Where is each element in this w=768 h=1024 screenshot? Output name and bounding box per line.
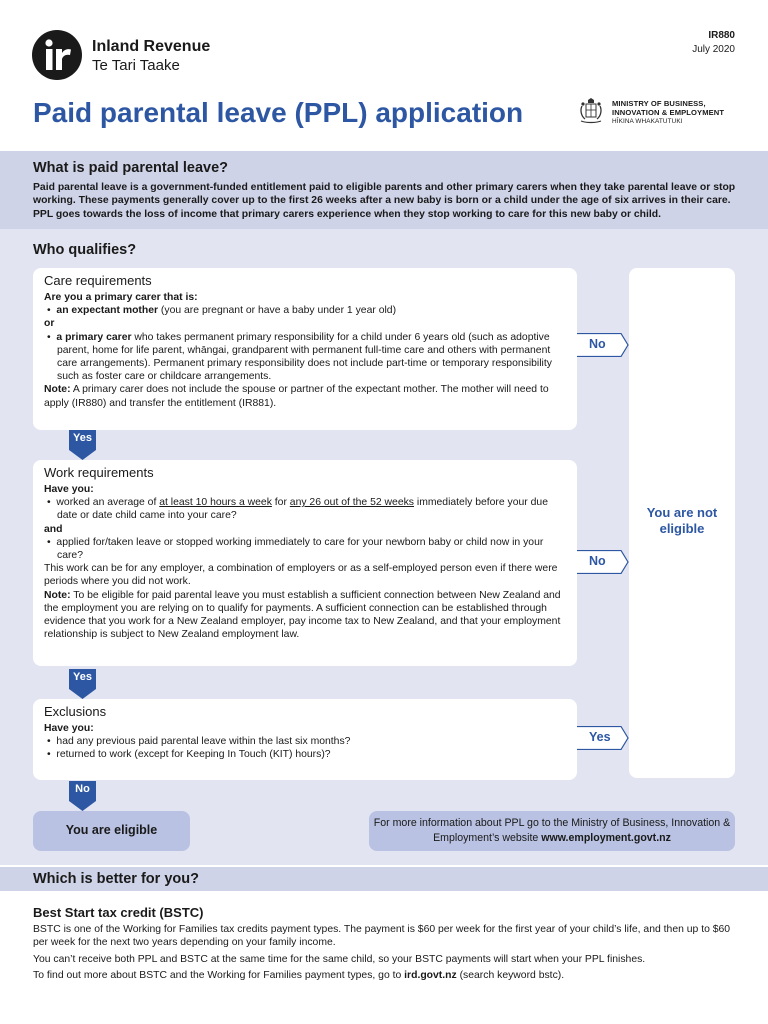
eligible-label: You are eligible bbox=[65, 823, 158, 837]
more-info-box bbox=[369, 811, 735, 851]
care-bullet-carer: • a primary carer who takes permanent primary responsibility for a child under 6 years old (such as adoptive parent, home for life parent, whāngai, grandparent with permanent full-time care and others with permanent care arrangements). Permanent primary responsibility does not include part-time or temporary responsibility such as foster care or childcare arrangements. bbox=[47, 331, 552, 383]
nz-coat-of-arms-icon bbox=[576, 96, 606, 126]
work-and: and bbox=[44, 523, 63, 535]
ir-logo-icon bbox=[32, 30, 82, 80]
exclusions-bullet-previous: • had any previous paid parental leave within the last six months? bbox=[47, 736, 351, 748]
care-question: Are you a primary carer that is: bbox=[44, 292, 198, 303]
bstc-para-3: To find out more about BSTC and the Working for Families payment types, go to ird.govt.nz (search keyword bstc). bbox=[33, 969, 565, 981]
care-bullet-mother: • an expectant mother (you are pregnant or have a baby under 1 year old) bbox=[47, 305, 397, 317]
work-para: This work can be for any employer, a combination of employers or as a self-employed person even if there were periods where you did not work. bbox=[44, 563, 558, 588]
exclusions-yes-arrow: Yes bbox=[577, 726, 629, 750]
care-title: Care requirements bbox=[44, 273, 152, 288]
bstc-para-2: You can’t receive both PPL and BSTC at the same time for the same child, so your BSTC payments will start when your PPL finishes. bbox=[33, 953, 646, 965]
bstc-heading: Best Start tax credit (BSTC) bbox=[33, 905, 204, 920]
exclusions-question: Have you: bbox=[44, 723, 94, 734]
intro-section bbox=[0, 151, 768, 229]
care-yes-arrow: Yes bbox=[69, 430, 96, 460]
qualify-heading: Who qualifies? bbox=[33, 242, 137, 258]
form-code: IR880 bbox=[708, 30, 735, 41]
work-requirements-card bbox=[33, 460, 577, 666]
more-info-text: For more information about PPL go to the Ministry of Business, Innovation & Employment’s website www.employment.govt.nz bbox=[373, 817, 731, 844]
page-title: Paid parental leave (PPL) application bbox=[33, 97, 524, 128]
ird-website-link[interactable]: ird.govt.nz bbox=[404, 969, 457, 981]
work-bullet-hours: • worked an average of at least 10 hours a week for any 26 out of the 52 weeks immediately before your due date or date child came into your care? bbox=[47, 497, 548, 522]
work-no-arrow: No bbox=[577, 550, 629, 574]
care-requirements-card bbox=[33, 268, 577, 430]
better-section-band bbox=[0, 867, 768, 891]
work-yes-arrow: Yes bbox=[69, 669, 96, 699]
care-no-arrow: No bbox=[577, 333, 629, 357]
not-eligible-label: You are not eligible bbox=[646, 505, 718, 536]
exclusions-bullet-returned: • returned to work (except for Keeping In Touch (KIT) hours)? bbox=[47, 749, 331, 761]
brand-subtitle: Te Tari Taake bbox=[92, 57, 180, 74]
care-note: Note: A primary carer does not include the spouse or partner of the expectant mother. The mother will need to apply (IR880) and transfer the entitlement (IR881). bbox=[44, 384, 549, 409]
form-date: July 2020 bbox=[692, 44, 735, 55]
work-question: Have you: bbox=[44, 484, 94, 495]
ministry-name: MINISTRY OF BUSINESS, INNOVATION & EMPLOYMENT HĪKINA WHAKATUTUKI bbox=[612, 99, 725, 125]
work-note: Note: To be eligible for paid parental leave you must establish a sufficient connection between New Zealand and the employment you are relying on to qualify for payments. A sufficient connection can be established through evidence that you work for a New Zealand employer, pay income tax to New Zealand, and that your employment relationship is subject to New Zealand employment law. bbox=[44, 589, 561, 641]
intro-text: Paid parental leave is a government-funded entitlement paid to eligible parents and other primary carers when they take parental leave or stop working. These payments generally cover up to the first 26 weeks after a new baby is born or a child under the age of six arrives in their care. PPL goes towards the loss of income that primary carers experience when they stop working to care for this new baby or child. bbox=[33, 182, 736, 220]
exclusions-no-arrow: No bbox=[69, 781, 96, 811]
employment-website-link[interactable]: www.employment.govt.nz bbox=[541, 832, 671, 844]
better-heading: Which is better for you? bbox=[33, 871, 199, 887]
work-title: Work requirements bbox=[44, 465, 154, 480]
bstc-para-1: BSTC is one of the Working for Families tax credits payment types. The payment is $60 per week for the first year of your child’s life, and then up to $60 per week for the next two years depending on your family income. bbox=[33, 924, 731, 949]
work-bullet-leave: • applied for/taken leave or stopped working immediately to care for your newborn baby or child now in your care? bbox=[47, 536, 544, 562]
care-or: or bbox=[44, 318, 55, 330]
eligible-box bbox=[33, 811, 190, 851]
exclusions-title: Exclusions bbox=[44, 704, 107, 719]
intro-heading: What is paid parental leave? bbox=[33, 160, 228, 176]
bstc-body bbox=[33, 923, 733, 985]
brand-name: Inland Revenue bbox=[92, 38, 211, 55]
not-eligible-box bbox=[629, 268, 735, 778]
exclusions-card bbox=[33, 699, 577, 780]
